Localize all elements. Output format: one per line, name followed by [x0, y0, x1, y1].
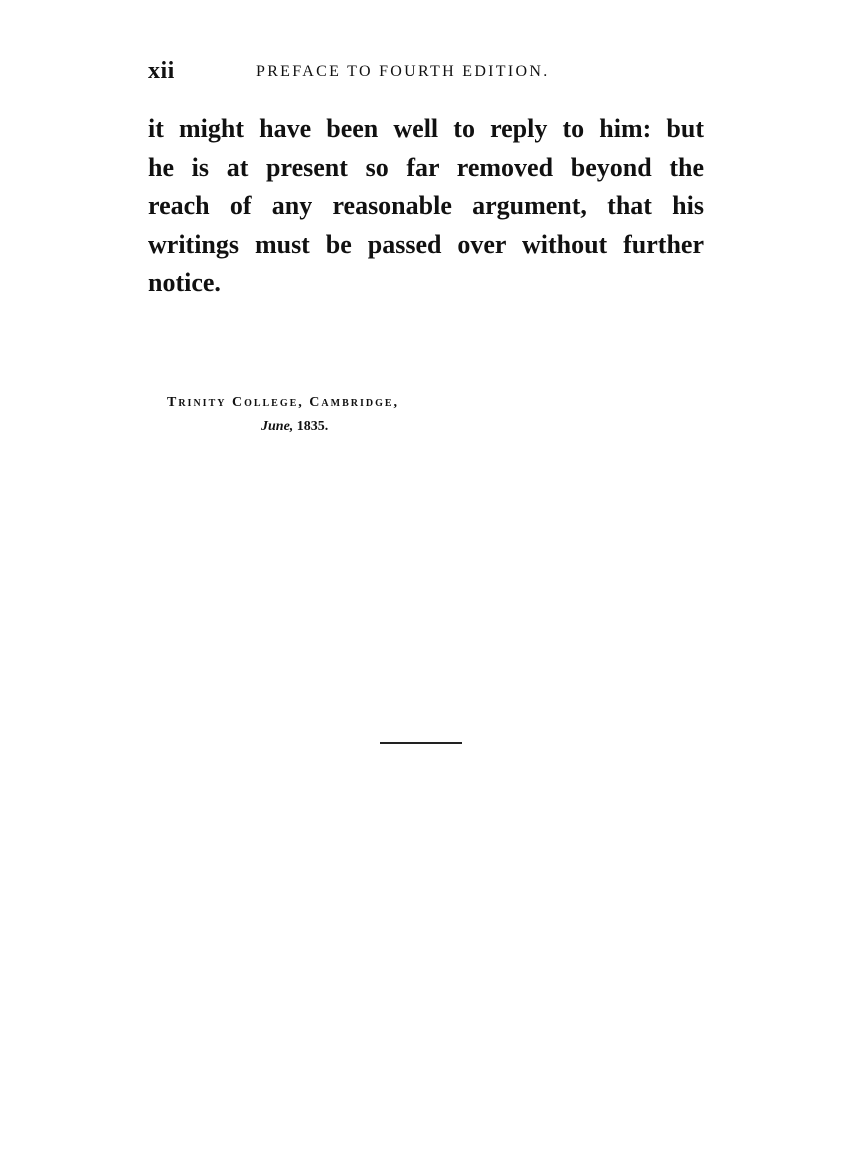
text-line: he is at present so far removed beyond the [148, 152, 704, 182]
signature-month: June, [261, 419, 294, 434]
text-line: reach of any reasonable argument, that his [148, 191, 704, 220]
text-line: notice. [148, 268, 221, 297]
text-line: writings must be passed over without further [148, 229, 704, 259]
closing-rule [380, 742, 462, 744]
page-number: xii [148, 58, 175, 84]
body-paragraph [148, 110, 704, 303]
running-title: PREFACE TO FOURTH EDITION. [256, 63, 550, 80]
text-line: it might have been well to reply to him: but [148, 114, 704, 143]
running-head [148, 58, 708, 88]
signature-date [261, 419, 399, 435]
signature-block [167, 395, 399, 435]
signature-year: 1835. [296, 419, 329, 434]
signature-place: Trinity College, Cambridge, [167, 395, 400, 410]
